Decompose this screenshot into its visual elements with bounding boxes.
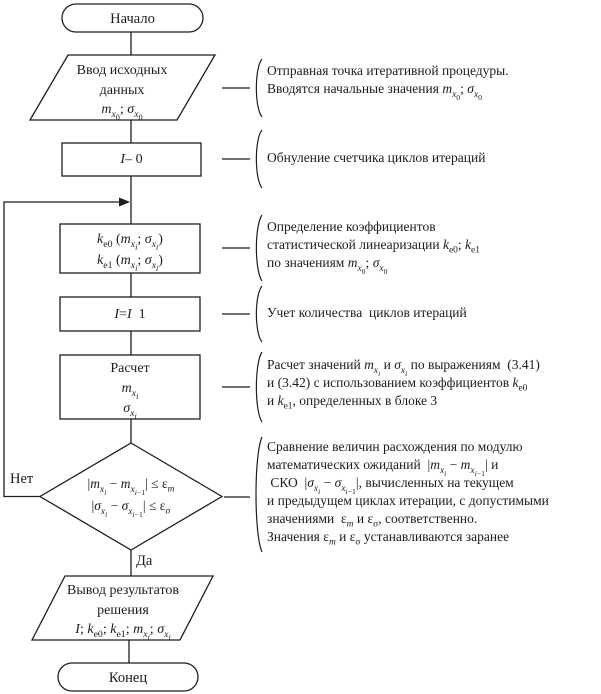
process-init-formula: I – 0 [120, 152, 143, 167]
brace-annotation-4 [256, 286, 262, 342]
annotation-5: Расчет значений $m_{x_i}$ и $\sigma_{x_i}$ по выражениям (3.41) и (3.42) с использованием коэффициентов $k_{е0}$ и $k_{е1}$, определенных в блоке 3 [267, 357, 540, 412]
process-calc-text [60, 359, 200, 419]
io-output-text [42, 581, 204, 640]
annotation-1: Отправная точка итеративной процедуры. Вводятся начальные значения $m_{x_0}$; $\sigma_{x_0}$ [267, 63, 509, 102]
decision-cond1: $|m_{x_i} - m_{x_{i-1}}| \le \varepsilon_m$ [87, 476, 175, 497]
decision-text [56, 473, 206, 517]
brace-annotation-1 [256, 59, 262, 117]
io-input-line1: Ввод исходных [76, 63, 168, 78]
decision-cond2: $|\sigma_{x_i} - \sigma_{x_{i-1}}| \le \varepsilon_\sigma$ [91, 498, 171, 519]
annotation-3: Определение коэффициентов статистической линеаризации $k_{е0}$; $k_{е1}$ по значениям $m_{x_0}$; $\sigma_{x_0}$ [267, 219, 480, 276]
process-increment-formula: I = I 1 [114, 306, 146, 322]
calc-formula1: $m_{x_i}$ [121, 381, 139, 401]
annotation-4: Учет количества циклов итераций [267, 305, 467, 320]
annotation-6: Сравнение величин расхождения по модулю математических ожиданий $|m_{x_i} - m_{x_{i-1}}|$ и СКО $|\sigma_{x_i} - \sigma_{x_{i-1}}|$, вычисленных на текущем и предыдущем циклах итерации, с допустимыми значениями $\varepsilon_m$ и $\varepsilon_\sigma$, соответственно. Значения $\varepsilon_m$ и $\varepsilon_\sigma$ устанавливаются заранее [267, 439, 549, 548]
io-output-line1: Вывод результатов [66, 583, 179, 598]
io-input-line2: данных [99, 82, 145, 98]
brace-annotation-5 [256, 352, 262, 422]
linearization-formula1: $k_{е0}$ ($m_{x_i}$; $\sigma_{x_i}$) [97, 232, 163, 252]
decision-no-label: Нет [10, 471, 34, 487]
io-input-text [42, 61, 202, 120]
annotation-2: Обнуление счетчика циклов итераций [267, 150, 486, 165]
loop-arrowhead-icon [119, 198, 130, 207]
io-output-line2: решения [97, 602, 149, 618]
process-linearization-text [60, 229, 200, 271]
calc-title: Расчет [110, 361, 150, 376]
terminal-end-label: Конец [108, 670, 148, 686]
calc-formula2: $\sigma_{x_i}$ [123, 401, 137, 421]
decision-yes-label: Да [136, 553, 153, 569]
linearization-formula2: $k_{е1}$ ($m_{x_i}$; $\sigma_{x_i}$) [97, 253, 163, 273]
io-input-formula: $m_{x_0}$; $\sigma_{x_0}$ [101, 102, 143, 122]
io-output-formula: I; $k_{е0}$; $k_{е1}$; $m_{x_i}$; $\sigma_{x_i}$ [75, 622, 171, 642]
brace-annotation-2 [256, 130, 262, 188]
brace-annotation-6 [256, 437, 262, 552]
brace-annotation-3 [256, 215, 262, 281]
terminal-start-label: Начало [110, 11, 155, 27]
